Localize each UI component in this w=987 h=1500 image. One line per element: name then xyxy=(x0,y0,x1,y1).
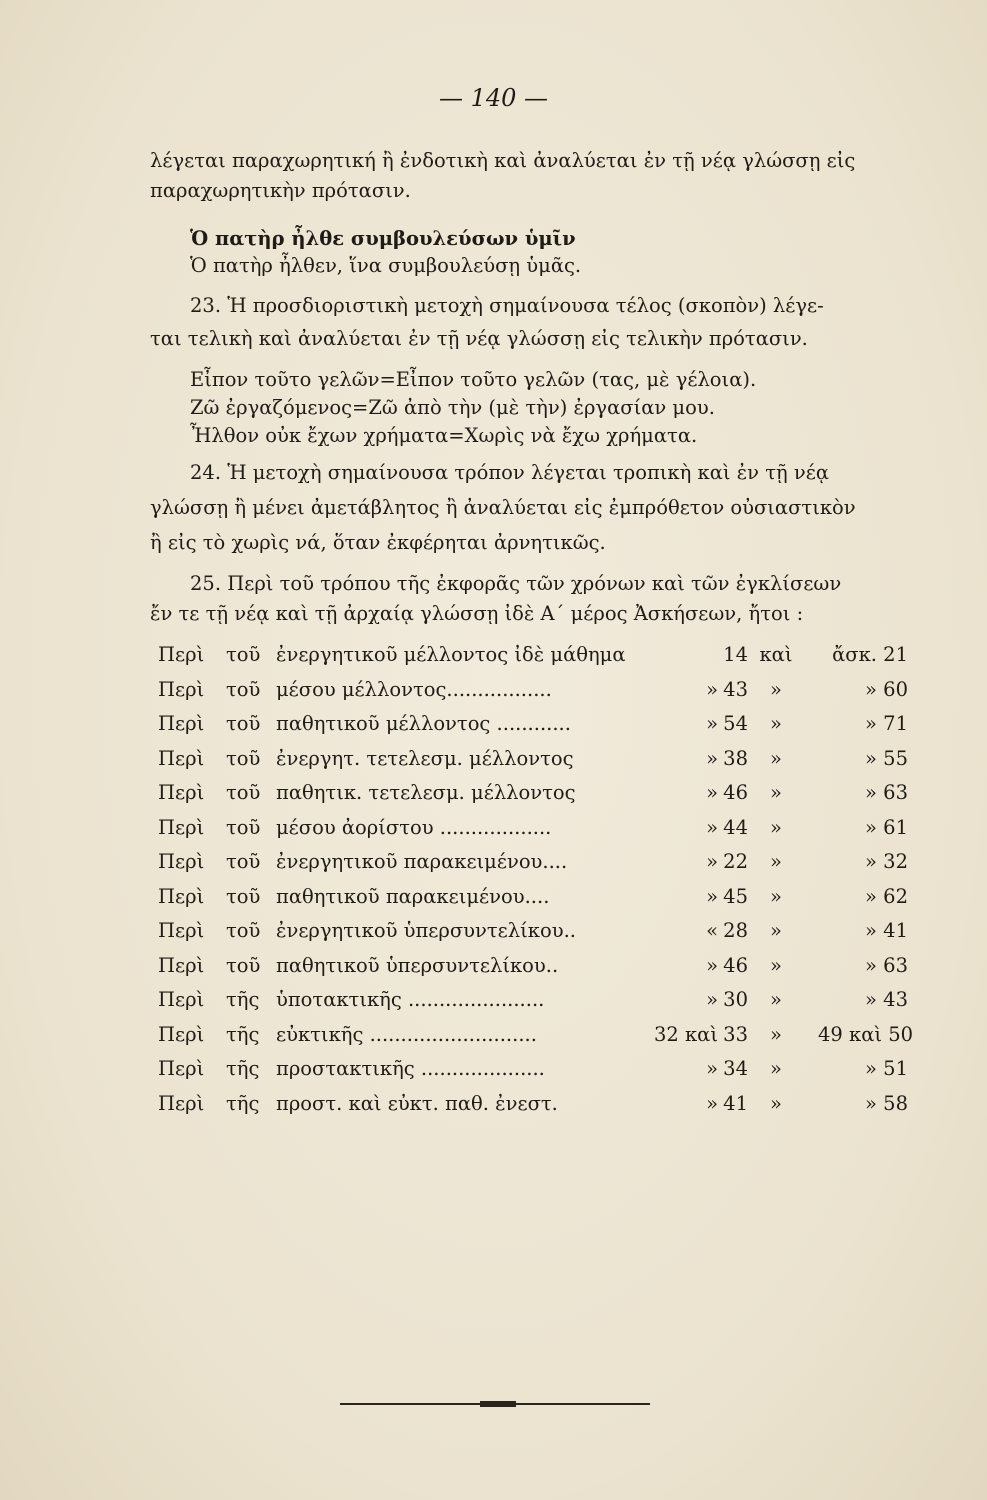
table-row xyxy=(158,951,918,981)
table-cell-c: μέσου μέλλοντος................. xyxy=(276,677,552,701)
table-cell-b: τοῦ xyxy=(226,953,261,977)
table-cell-c: ἐνεργητ. τετελεσμ. μέλλοντος xyxy=(276,746,574,770)
table-row xyxy=(158,882,918,912)
table-cell-g: » 43 xyxy=(865,988,908,1011)
table-cell-e: 33 xyxy=(723,1022,748,1046)
table-cell-b: τῆς xyxy=(226,1057,260,1080)
table-row xyxy=(158,1054,918,1084)
table-cell-d: » xyxy=(706,988,718,1011)
table-cell-a: Περὶ xyxy=(158,1091,205,1115)
table-cell-f: » xyxy=(770,815,782,839)
table-row xyxy=(158,744,918,774)
table-cell-d: » xyxy=(706,1057,718,1080)
table-cell-g: » 55 xyxy=(865,746,908,770)
table-cell-b: τοῦ xyxy=(226,850,261,873)
table-cell-d: » xyxy=(706,884,718,908)
paragraph-25-heading: 25. Περὶ τοῦ τρόπου τῆς ἐκφορᾶς τῶν χρόνων καὶ τῶν ἐγκλίσεων xyxy=(190,572,842,595)
table-cell-c: παθητικοῦ παρακειμένου.... xyxy=(276,884,550,908)
table-cell-d: 32 καὶ xyxy=(653,1022,718,1046)
table-cell-a: Περὶ xyxy=(158,988,205,1011)
table-row xyxy=(158,1020,918,1050)
table-cell-f: » xyxy=(770,1057,782,1080)
paragraph-24-body-1: γλώσσῃ ἢ μένει ἀμετάβλητος ἢ ἀναλύεται εἰς ἐμπρόθετον οὐσιαστικὸν xyxy=(150,496,856,519)
table-cell-g: » 61 xyxy=(865,815,908,839)
table-cell-f: καὶ xyxy=(759,643,793,666)
table-cell-c: παθητικοῦ ὑπερσυντελίκου.. xyxy=(276,953,559,977)
table-cell-a: Περὶ xyxy=(158,643,205,666)
table-cell-a: Περὶ xyxy=(158,919,205,942)
paragraph-23-heading: 23. Ἡ προσδιοριστικὴ μετοχὴ σημαίνουσα τέλος (σκοπὸν) λέγε- xyxy=(190,294,824,317)
table-cell-c: παθητικοῦ μέλλοντος ............ xyxy=(276,712,571,735)
table-row xyxy=(158,778,918,808)
table-cell-a: Περὶ xyxy=(158,1022,205,1046)
table-cell-e: 22 xyxy=(723,850,748,873)
table-cell-a: Περὶ xyxy=(158,677,205,701)
table-row xyxy=(158,813,918,843)
paragraph-23-body: ται τελικὴ καὶ ἀναλύεται ἐν τῇ νέᾳ γλώσσῃ εἰς τελικὴν πρότασιν. xyxy=(150,327,808,350)
table-cell-a: Περὶ xyxy=(158,1057,205,1080)
table-cell-f: » xyxy=(770,953,782,977)
table-row xyxy=(158,847,918,877)
table-cell-b: τοῦ xyxy=(226,781,261,804)
table-cell-g: » 60 xyxy=(865,677,908,701)
table-cell-d: » xyxy=(706,815,718,839)
table-cell-e: 30 xyxy=(723,988,748,1011)
table-cell-b: τοῦ xyxy=(226,746,261,770)
table-cell-a: Περὶ xyxy=(158,953,205,977)
table-cell-f: » xyxy=(770,919,782,942)
text-line-1: λέγεται παραχωρητική ἢ ἐνδοτικὴ καὶ ἀναλύεται ἐν τῇ νέᾳ γλώσσῃ εἰς xyxy=(150,149,856,172)
paragraph-24-body-2: ἢ εἰς τὸ χωρὶς νά, ὅταν ἐκφέρηται ἀρνητικῶς. xyxy=(150,531,606,554)
table-cell-g: » 63 xyxy=(865,953,908,977)
table-row xyxy=(158,985,918,1015)
table-cell-e: 46 xyxy=(723,781,748,804)
table-cell-b: τῆς xyxy=(226,1022,260,1046)
table-cell-f: » xyxy=(770,712,782,735)
table-cell-b: τοῦ xyxy=(226,677,261,701)
table-cell-g: » 71 xyxy=(865,712,908,735)
table-cell-a: Περὶ xyxy=(158,712,205,735)
table-cell-c: ὑποτακτικῆς ...................... xyxy=(276,988,545,1011)
example-line-9: Ἦλθον οὐκ ἔχων χρήματα=Χωρὶς νὰ ἔχω χρήματα. xyxy=(190,424,698,447)
table-cell-g: » 51 xyxy=(865,1057,908,1080)
table-cell-a: Περὶ xyxy=(158,781,205,804)
table-row xyxy=(158,916,918,946)
table-cell-g: » 63 xyxy=(865,781,908,804)
table-cell-f: » xyxy=(770,677,782,701)
table-cell-c: ἐνεργητικοῦ παρακειμένου.... xyxy=(276,850,568,873)
example-line-8: Ζῶ ἐργαζόμενος=Ζῶ ἀπὸ τὴν (μὲ τὴν) ἐργασίαν μου. xyxy=(190,396,715,419)
table-cell-b: τοῦ xyxy=(226,919,261,942)
table-cell-c: προστ. καὶ εὐκτ. παθ. ἐνεστ. xyxy=(276,1091,558,1115)
table-row xyxy=(158,675,918,705)
table-cell-d: » xyxy=(706,677,718,701)
table-cell-e: 38 xyxy=(723,746,748,770)
table-cell-f: » xyxy=(770,988,782,1011)
page-number: — 140 — xyxy=(438,84,549,112)
example-modern-1: Ὁ πατὴρ ἦλθεν, ἵνα συμβουλεύσῃ ὑμᾶς. xyxy=(190,254,582,277)
table-cell-d: » xyxy=(706,850,718,873)
table-cell-c: εὐκτικῆς ........................... xyxy=(276,1022,537,1046)
table-cell-c: προστακτικῆς .................... xyxy=(276,1057,545,1080)
decorative-rule xyxy=(340,1403,650,1405)
table-cell-b: τοῦ xyxy=(226,815,261,839)
table-cell-c: παθητικ. τετελεσμ. μέλλοντος xyxy=(276,781,576,804)
table-cell-f: » xyxy=(770,1022,782,1046)
table-cell-e: 14 xyxy=(723,643,748,666)
table-cell-f: » xyxy=(770,781,782,804)
table-row xyxy=(158,1089,918,1119)
text-line-2: παραχωρητικὴν πρότασιν. xyxy=(150,179,411,202)
table-cell-b: τοῦ xyxy=(226,884,261,908)
table-cell-e: 45 xyxy=(723,884,748,908)
example-line-7: Εἶπον τοῦτο γελῶν=Εἶπον τοῦτο γελῶν (τας, μὲ γέλοια). xyxy=(190,368,757,391)
table-cell-g: » 58 xyxy=(865,1091,908,1115)
table-cell-e: 28 xyxy=(723,919,748,942)
table-row xyxy=(158,709,918,739)
table-cell-a: Περὶ xyxy=(158,746,205,770)
table-cell-d: « xyxy=(706,919,718,942)
table-cell-d: » xyxy=(706,746,718,770)
table-cell-a: Περὶ xyxy=(158,884,205,908)
table-cell-g: 49 καὶ 50 xyxy=(818,1022,914,1046)
table-cell-c: μέσου ἀορίστου .................. xyxy=(276,815,552,839)
table-cell-b: τοῦ xyxy=(226,643,261,666)
table-cell-d: » xyxy=(706,781,718,804)
table-row xyxy=(158,640,918,670)
table-cell-f: » xyxy=(770,746,782,770)
table-cell-b: τοῦ xyxy=(226,712,261,735)
paragraph-25-body: ἔν τε τῇ νέᾳ καὶ τῇ ἀρχαίᾳ γλώσσῃ ἰδὲ Α΄ μέρος Ἀσκήσεων, ἤτοι : xyxy=(150,602,804,625)
table-cell-f: » xyxy=(770,1091,782,1115)
table-cell-b: τῆς xyxy=(226,1091,260,1115)
table-cell-d: » xyxy=(706,1091,718,1115)
table-cell-f: » xyxy=(770,884,782,908)
table-cell-e: 46 xyxy=(723,953,748,977)
table-cell-g: » 41 xyxy=(865,919,908,942)
table-cell-a: Περὶ xyxy=(158,815,205,839)
table-cell-f: » xyxy=(770,850,782,873)
table-cell-e: 54 xyxy=(723,712,748,735)
table-cell-g: ἄσκ. 21 xyxy=(832,643,908,666)
table-cell-c: ἐνεργητικοῦ μέλλοντος ἰδὲ μάθημα xyxy=(276,643,626,666)
table-cell-e: 43 xyxy=(723,677,748,701)
table-cell-b: τῆς xyxy=(226,988,260,1011)
table-cell-e: 34 xyxy=(723,1057,748,1080)
example-ancient-1: Ὁ πατὴρ ἦλθε συμβουλεύσων ὑμῖν xyxy=(190,227,576,250)
table-cell-a: Περὶ xyxy=(158,850,205,873)
table-cell-e: 41 xyxy=(723,1091,748,1115)
table-cell-d: » xyxy=(706,953,718,977)
table-cell-g: » 32 xyxy=(865,850,908,873)
paragraph-24-heading: 24. Ἡ μετοχὴ σημαίνουσα τρόπον λέγεται τροπικὴ καὶ ἐν τῇ νέᾳ xyxy=(190,461,830,484)
table-cell-c: ἐνεργητικοῦ ὑπερσυντελίκου.. xyxy=(276,919,576,942)
table-cell-d: » xyxy=(706,712,718,735)
table-cell-g: » 62 xyxy=(865,884,908,908)
table-cell-e: 44 xyxy=(723,815,748,839)
